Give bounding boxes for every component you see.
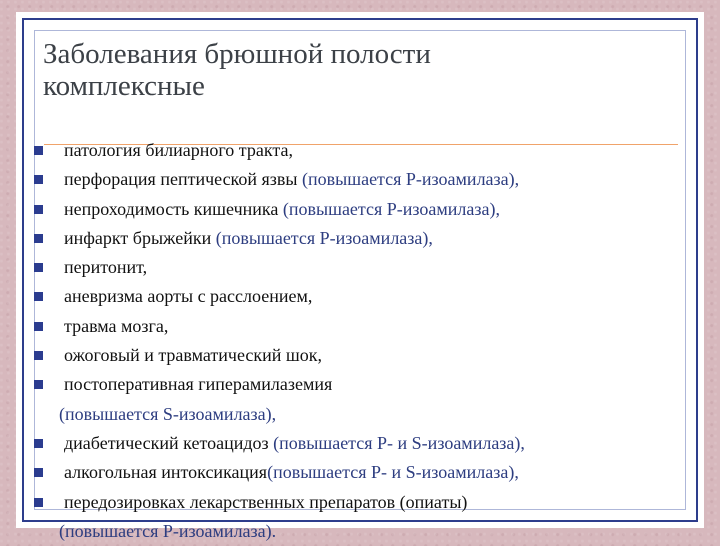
- item-note: (повышается S-изоамилаза),: [59, 403, 277, 424]
- square-bullet-icon: [34, 351, 43, 360]
- square-bullet-icon: [34, 380, 43, 389]
- item-note: (повышается Р- и S-изоамилаза),: [268, 432, 525, 453]
- list-item: [16, 458, 704, 487]
- square-bullet-icon: [34, 439, 43, 448]
- item-text: постоперативная гиперамилаземия: [64, 374, 333, 395]
- list-item: [16, 224, 704, 253]
- list-item: [16, 429, 704, 458]
- list-item: [16, 282, 704, 311]
- item-note: (повышается Р-изоамилаза).: [59, 520, 277, 541]
- square-bullet-icon: [34, 175, 43, 184]
- title-line-1: Заболевания брюшной полости: [43, 38, 431, 70]
- item-text: диабетический кетоацидоз: [64, 432, 269, 453]
- list-item: [16, 341, 704, 370]
- item-note: (повышается Р- и S-изоамилаза),: [267, 462, 519, 483]
- item-text: ожоговый и травматический шок,: [64, 345, 322, 366]
- square-bullet-icon: [34, 234, 43, 243]
- item-text: непроходимость кишечника: [64, 198, 279, 219]
- list-item: [16, 312, 704, 341]
- disease-list: [16, 136, 704, 546]
- list-item: [16, 488, 704, 546]
- item-text: инфаркт брыжейки: [64, 227, 212, 248]
- item-note: (повышается Р-изоамилаза),: [211, 227, 433, 248]
- item-text: перитонит,: [64, 257, 148, 278]
- square-bullet-icon: [34, 322, 43, 331]
- item-note: (повышается Р-изоамилаза),: [278, 198, 500, 219]
- square-bullet-icon: [34, 292, 43, 301]
- square-bullet-icon: [34, 468, 43, 477]
- item-text: аневризма аорты с расслоением,: [64, 286, 313, 307]
- list-item: [16, 253, 704, 282]
- item-text: перфорация пептической язвы: [64, 169, 298, 190]
- list-item: [16, 136, 704, 165]
- item-text: передозировках лекарственных препаратов (опиаты): [64, 491, 468, 512]
- item-text: алкогольная интоксикация: [64, 462, 268, 483]
- title-line-2: комплексные: [43, 70, 205, 102]
- slide-title: [43, 38, 643, 102]
- list-item: [16, 370, 704, 429]
- list-item: [16, 195, 704, 224]
- list-item: [16, 165, 704, 194]
- square-bullet-icon: [34, 146, 43, 155]
- item-note: (повышается Р-изоамилаза),: [297, 169, 520, 190]
- square-bullet-icon: [34, 263, 43, 272]
- slide: [16, 12, 704, 541]
- square-bullet-icon: [34, 205, 43, 214]
- item-text: патология билиарного тракта,: [64, 140, 293, 160]
- square-bullet-icon: [34, 498, 43, 507]
- item-text: травма мозга,: [64, 315, 169, 336]
